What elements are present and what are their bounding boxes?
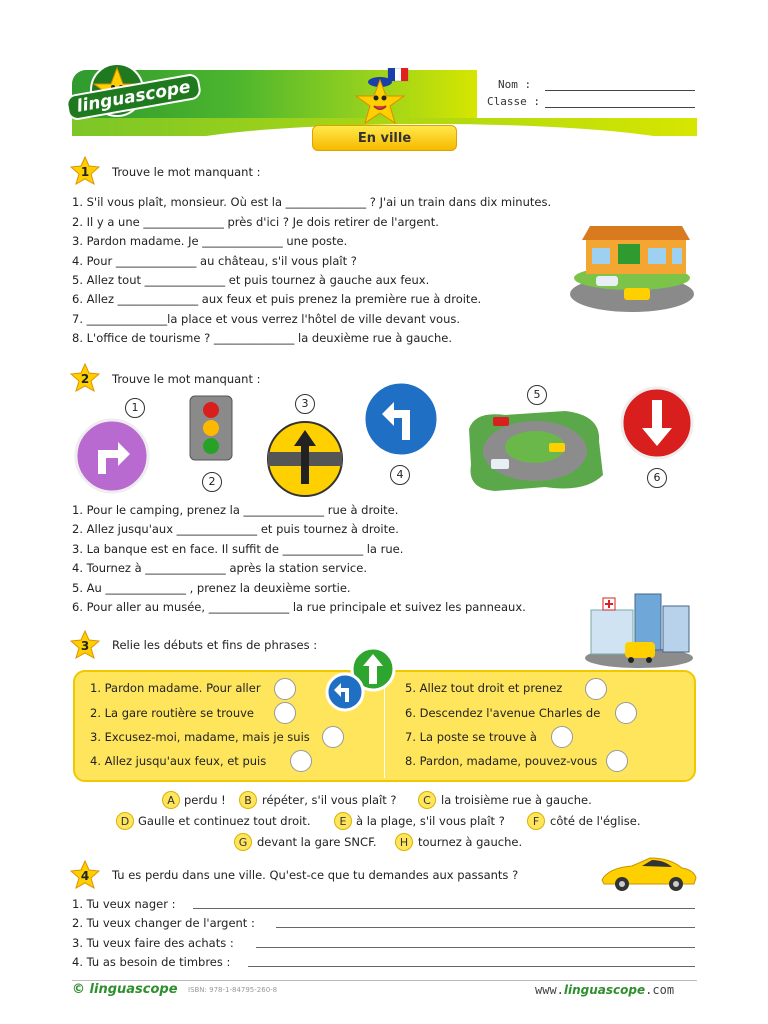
- answer-letter-d: D: [116, 812, 134, 830]
- classe-field[interactable]: [545, 107, 695, 108]
- s3-left-1: 1. Pardon madame. Pour aller: [90, 681, 261, 695]
- s4-line-4: 4. Tu as besoin de timbres :: [72, 955, 231, 969]
- s2-line-3: 3. La banque est en face. Il suffit de ______________ la rue.: [72, 542, 404, 556]
- sports-car-icon: [598, 852, 698, 892]
- s3-answer-circle-6[interactable]: [615, 702, 637, 724]
- s3-answer-circle-5[interactable]: [585, 678, 607, 700]
- s1-line-8: 8. L'office de tourisme ? ______________ la deuxième rue à gauche.: [72, 331, 453, 345]
- nom-field[interactable]: [545, 90, 695, 91]
- sign-number-4: 4: [390, 465, 410, 485]
- footer-brand: © linguascope: [72, 982, 178, 997]
- sign-number-2: 2: [202, 472, 222, 492]
- go-back-down-sign-icon: [620, 386, 694, 460]
- answer-text-f: côté de l'église.: [550, 814, 641, 828]
- section-2-number-icon: [70, 363, 100, 393]
- answer-letter-e: E: [334, 812, 352, 830]
- answer-text-e: à la plage, s'il vous plaît ?: [356, 814, 505, 828]
- sign-number-6: 6: [647, 468, 667, 488]
- answer-text-b: répéter, s'il vous plaît ?: [262, 793, 397, 807]
- sign-number-1: 1: [125, 398, 145, 418]
- footer-url-brand: linguascope: [563, 983, 646, 997]
- answer-letter-c: C: [418, 791, 436, 809]
- svg-text:4: 4: [80, 869, 90, 883]
- footer-url-prefix: www.: [535, 983, 564, 997]
- footer-divider: [72, 980, 697, 981]
- answer-letter-a: A: [162, 791, 180, 809]
- s1-line-3: 3. Pardon madame. Je ______________ une poste.: [72, 234, 348, 248]
- s4-line-1: 1. Tu veux nager :: [72, 897, 176, 911]
- hospital-illustration-icon: [583, 588, 695, 670]
- matching-divider: [384, 682, 385, 778]
- s1-line-5: 5. Allez tout ______________ et puis tournez à gauche aux feux.: [72, 273, 430, 287]
- answer-text-h: tournez à gauche.: [418, 835, 523, 849]
- traffic-light-icon: [186, 394, 236, 464]
- s3-answer-circle-8[interactable]: [606, 750, 628, 772]
- s4-answer-field-2[interactable]: [276, 927, 695, 928]
- s2-line-1: 1. Pour le camping, prenez la ______________ rue à droite.: [72, 503, 399, 517]
- s3-right-8: 8. Pardon, madame, pouvez-vous: [405, 754, 598, 768]
- straight-ahead-sign-icon: [266, 420, 344, 498]
- s3-right-5: 5. Allez tout droit et prenez: [405, 681, 563, 695]
- s4-line-2: 2. Tu veux changer de l'argent :: [72, 916, 255, 930]
- s2-line-2: 2. Allez jusqu'aux ______________ et puis tournez à droite.: [72, 522, 399, 536]
- s2-line-4: 4. Tournez à ______________ après la station service.: [72, 561, 367, 575]
- s4-answer-field-1[interactable]: [193, 908, 695, 909]
- supermarket-illustration-icon: [568, 218, 696, 314]
- s3-left-2: 2. La gare routière se trouve: [90, 706, 254, 720]
- s3-answer-circle-7[interactable]: [551, 726, 573, 748]
- s3-answer-circle-4[interactable]: [290, 750, 312, 772]
- section-1-number-icon: [70, 156, 100, 186]
- section-4-number-icon: [70, 860, 100, 890]
- s2-line-5: 5. Au ______________ , prenez la deuxième sortie.: [72, 581, 351, 595]
- answer-letter-g: G: [234, 833, 252, 851]
- sign-number-5: 5: [527, 385, 547, 405]
- answer-letter-b: B: [239, 791, 257, 809]
- s1-line-7: 7. ______________la place et vous verrez l'hôtel de ville devant vous.: [72, 312, 461, 326]
- s4-answer-field-3[interactable]: [256, 947, 695, 948]
- answer-text-g: devant la gare SNCF.: [257, 835, 377, 849]
- svg-text:3: 3: [80, 639, 90, 653]
- s3-right-7: 7. La poste se trouve à: [405, 730, 537, 744]
- svg-text:2: 2: [80, 372, 90, 386]
- section-1-title: Trouve le mot manquant :: [112, 165, 261, 179]
- sign-number-3: 3: [295, 394, 315, 414]
- answer-letter-f: F: [527, 812, 545, 830]
- turn-right-sign-icon: [74, 418, 150, 494]
- svg-text:1: 1: [80, 165, 90, 179]
- s2-line-6: 6. Pour aller au musée, ______________ la rue principale et suivez les panneaux.: [72, 600, 526, 614]
- s1-line-4: 4. Pour ______________ au château, s'il vous plaît ?: [72, 254, 357, 268]
- nom-label: Nom :: [498, 78, 532, 91]
- keep-left-sign-icon: [325, 672, 365, 712]
- section-4-title: Tu es perdu dans une ville. Qu'est-ce que tu demandes aux passants ?: [112, 868, 519, 882]
- s3-answer-circle-2[interactable]: [274, 702, 296, 724]
- turn-left-sign-icon: [362, 380, 440, 458]
- s3-left-4: 4. Allez jusqu'aux feux, et puis: [90, 754, 267, 768]
- answer-letter-h: H: [395, 833, 413, 851]
- logo-text: linguascope: [65, 72, 203, 121]
- section-3-title: Relie les débuts et fins de phrases :: [112, 638, 318, 652]
- s1-line-2: 2. Il y a une ______________ près d'ici ? Je dois retirer de l'argent.: [72, 215, 439, 229]
- section-2-title: Trouve le mot manquant :: [112, 372, 261, 386]
- s3-left-3: 3. Excusez-moi, madame, mais je suis: [90, 730, 310, 744]
- star-mascot-icon: [352, 68, 412, 124]
- s4-line-3: 3. Tu veux faire des achats :: [72, 936, 234, 950]
- answer-text-a: perdu !: [184, 793, 226, 807]
- footer-url[interactable]: [535, 983, 674, 997]
- footer-url-suffix: .com: [645, 983, 675, 997]
- s4-answer-field-4[interactable]: [248, 966, 695, 967]
- s1-line-1: 1. S'il vous plaît, monsieur. Où est la ______________ ? J'ai un train dans dix minutes.: [72, 195, 552, 209]
- answer-text-d: Gaulle et continuez tout droit.: [138, 814, 311, 828]
- s3-answer-circle-1[interactable]: [274, 678, 296, 700]
- classe-label: Classe :: [487, 95, 540, 108]
- answer-text-c: la troisième rue à gauche.: [441, 793, 592, 807]
- s3-answer-circle-3[interactable]: [322, 726, 344, 748]
- s1-line-6: 6. Allez ______________ aux feux et puis prenez la première rue à droite.: [72, 292, 482, 306]
- footer-isbn: ISBN: 978-1-84795-260-8: [188, 986, 278, 994]
- page-title: En ville: [312, 125, 457, 151]
- s3-right-6: 6. Descendez l'avenue Charles de: [405, 706, 601, 720]
- roundabout-illustration-icon: [465, 405, 605, 495]
- section-3-number-icon: [70, 630, 100, 660]
